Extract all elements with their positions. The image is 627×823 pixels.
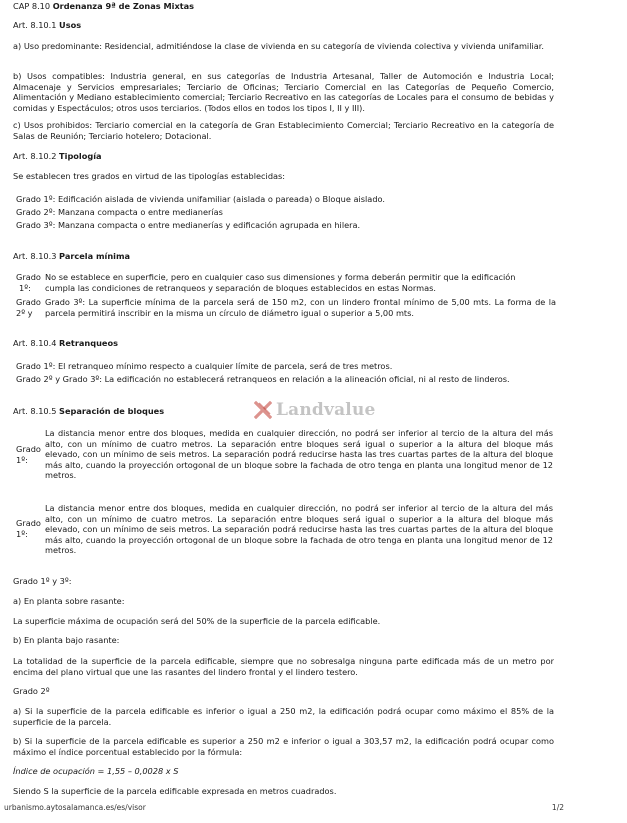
- ocupacion-grado-2: Grado 2º: [13, 686, 50, 696]
- ocupacion-grado-1-3: Grado 1º y 3º:: [13, 576, 72, 586]
- tipologia-intro: Se establecen tres grados en virtud de las tipologías establecidas:: [13, 171, 286, 181]
- grade-label: [16, 518, 41, 539]
- article-number: Art. 8.10.3: [13, 251, 57, 261]
- grade-text: No se establece en superficie, pero en cualquier caso sus dimensiones y forma deberán permitir que la edificación cumpla las condiciones de retranqueos y separación de bloques establecidos en estas Normas.: [45, 272, 516, 293]
- article-title: Retranqueos: [59, 338, 118, 348]
- article-number: Art. 8.10.1: [13, 20, 57, 30]
- grade-text: Grado 3º: La superficie mínima de la parcela será de 150 m2, con un lindero frontal mínimo de 5,00 mts. La forma de la parcela permitirá inscribir en la misma un círculo de diámetro igual o superior a 5,00 mts.: [45, 297, 556, 318]
- ocupacion-grado-2-a: a) Si la superficie de la parcela edificable es inferior o igual a 250 m2, la edificación podrá ocupar como máximo el 85% de la superficie de la parcela.: [13, 706, 554, 727]
- grade-label: [16, 444, 41, 465]
- article-title: Parcela mínima: [59, 251, 131, 261]
- ocupacion-formula: Índice de ocupación = 1,55 – 0,0028 x S: [13, 766, 179, 776]
- article-heading-retranqueos: [13, 338, 554, 349]
- grade-label-line: Grado: [16, 444, 41, 454]
- page-footer: [4, 803, 564, 812]
- article-number: Art. 8.10.5: [13, 406, 57, 416]
- parcela-grado-2-3: [16, 297, 556, 319]
- tipologia-grado-3: Grado 3º: Manzana compacta o entre medianerías y edificación agrupada en hilera.: [16, 220, 361, 230]
- chapter-number: CAP 8.10: [13, 1, 51, 11]
- ocupacion-sobre-rasante-text: La superficie máxima de ocupación será del 50% de la superficie de la parcela edificable.: [13, 616, 381, 626]
- grade-text: La distancia menor entre dos bloques, medida en cualquier dirección, no podrá ser inferior al tercio de la altura del más alto, con un mínimo de cuatro metros. La separación entre bloques será igual o superior a la altura del bloque más elevado, con un mínimo de seis metros. La separación podrá reducirse hasta las tres cuartas partes de la altura del bloque más alto, cuando la proyección ortogonal de un bloque sobre la fachada de otro tenga en planta una longitud menor de 12 metros.: [45, 503, 553, 556]
- grade-text: La distancia menor entre dos bloques, medida en cualquier dirección, no podrá ser inferior al tercio de la altura del más alto, con un mínimo de cuatro metros. La separación entre bloques será igual o superior a la altura del bloque más elevado, con un mínimo de seis metros. La separación podrá reducirse hasta las tres cuartas partes de la altura del bloque más alto, cuando la proyección ortogonal de un bloque sobre la fachada de otro tenga en planta una longitud menor de 12 metros.: [45, 428, 553, 481]
- ocupacion-bajo-rasante-heading: b) En planta bajo rasante:: [13, 635, 120, 645]
- grade-label-line: 1º:: [16, 454, 28, 465]
- grade-label-line: Grado: [16, 518, 41, 528]
- article-heading-usos: [13, 20, 554, 31]
- grade-label-line: 1º:: [19, 282, 31, 293]
- footer-url[interactable]: urbanismo.aytosalamanca.es/es/visor: [4, 803, 146, 812]
- article-number: Art. 8.10.4: [13, 338, 57, 348]
- usos-predominante: a) Uso predominante: Residencial, admitiéndose la clase de vivienda en su categoría de vivienda colectiva y vivienda unifamiliar.: [13, 41, 544, 51]
- grade-label-line: Grado: [16, 297, 41, 307]
- ocupacion-grado-2-b: b) Si la superficie de la parcela edificable es superior a 250 m2 e inferior o igual a 303,57 m2, la edificación podrá ocupar como máximo el índice porcentual establecido por la fórmula:: [13, 736, 554, 757]
- separacion-block-1: [16, 428, 556, 482]
- grade-label: [16, 272, 41, 293]
- watermark-text: Landvalue: [276, 400, 376, 420]
- article-heading-parcela: [13, 251, 554, 262]
- chapter-title: Ordenanza 9ª de Zonas Mixtas: [52, 1, 195, 11]
- ocupacion-sobre-rasante-heading: a) En planta sobre rasante:: [13, 596, 125, 606]
- grade-label: [16, 297, 41, 318]
- page-number: 1/2: [551, 803, 564, 812]
- ocupacion-siendo: Siendo S la superficie de la parcela edificable expresada en metros cuadrados.: [13, 786, 337, 796]
- retranqueos-grado-2-3: Grado 2º y Grado 3º: La edificación no establecerá retranqueos en relación a la alineación oficial, ni al resto de linderos.: [16, 374, 510, 384]
- chapter-heading: [13, 1, 554, 12]
- grade-label-line: Grado: [16, 272, 41, 282]
- retranqueos-grado-1: Grado 1º: El retranqueo mínimo respecto a cualquier límite de parcela, será de tres metros.: [16, 361, 393, 371]
- article-heading-tipologia: [13, 151, 554, 162]
- article-title: Tipología: [59, 151, 102, 161]
- parcela-grado-1: [16, 272, 556, 294]
- landvalue-watermark: [254, 398, 376, 422]
- separacion-block-2: [16, 503, 556, 557]
- tipologia-grado-1: Grado 1º: Edificación aislada de vivienda unifamiliar (aislada o pareada) o Bloque aislado.: [16, 194, 385, 204]
- article-number: Art. 8.10.2: [13, 151, 57, 161]
- grade-label-line: 2º y: [16, 307, 33, 318]
- article-title: Separación de bloques: [59, 406, 165, 416]
- usos-prohibidos: c) Usos prohibidos: Terciario comercial en la categoría de Gran Establecimiento Comercial; Terciario Recreativo en la categoría de Salas de Reunión; Terciario hotelero; Dotacional.: [13, 120, 554, 141]
- grade-label-line: 1º:: [16, 528, 28, 539]
- usos-compatibles: b) Usos compatibles: Industria general, en sus categorías de Industria Artesanal, Taller de Automoción e Industria Local; Almacenaje y Servicios empresariales; Terciario de Oficinas; Terciario Comercial en las Categorías de Pequeño Comercio, Alimentación y Mediano establecimiento comercial; Terciario Recreativo en las categorías de Locales para el consumo de bebidas y comidas y Espectáculos; otros usos terciarios. (Todos ellos en todos los tipos I, II y III).: [13, 71, 554, 113]
- tipologia-grado-2: Grado 2º: Manzana compacta o entre medianerías: [16, 207, 223, 217]
- landvalue-logo-icon: [254, 401, 272, 419]
- article-title: Usos: [59, 20, 82, 30]
- ocupacion-bajo-rasante-text: La totalidad de la superficie de la parcela edificable, siempre que no sobresalga ninguna parte edificada más de un metro por encima del plano virtual que une las rasantes del lindero frontal y el lindero testero.: [13, 656, 554, 677]
